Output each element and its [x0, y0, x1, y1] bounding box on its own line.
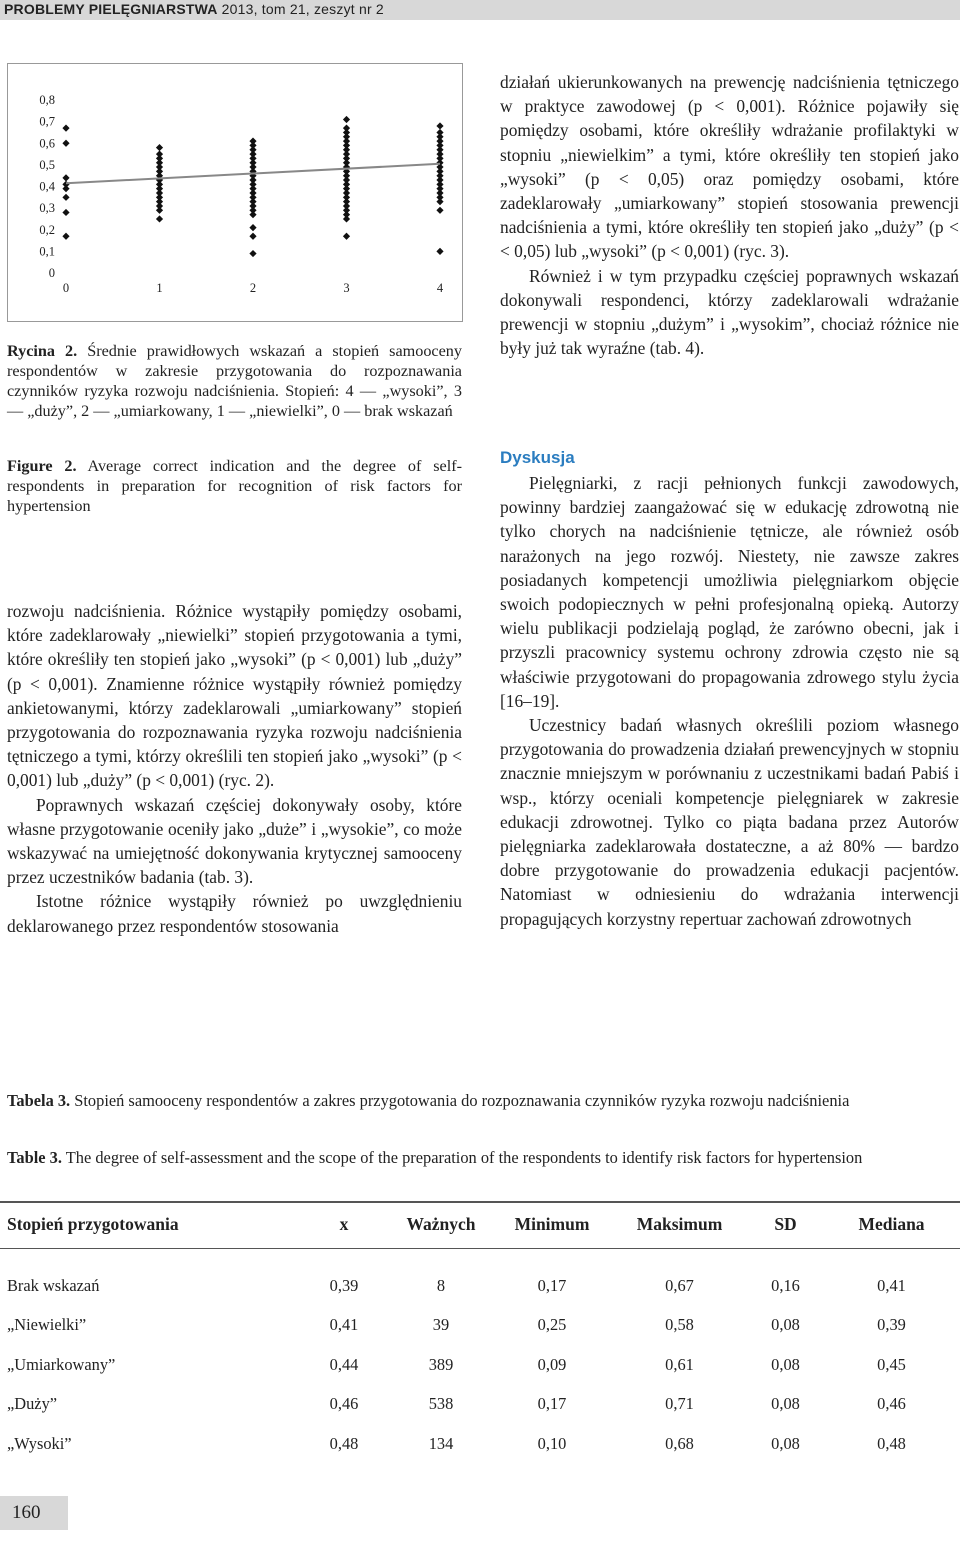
- data-point: [156, 215, 163, 222]
- table-cell: „Wysoki”: [7, 1433, 72, 1453]
- table-cell: 0,25: [537, 1315, 567, 1335]
- table-row: [0, 1306, 960, 1346]
- data-point: [249, 137, 256, 144]
- table-cell: „Niewielki”: [7, 1315, 87, 1335]
- column-header: Ważnych: [389, 1200, 493, 1249]
- table-cell: 0,16: [771, 1275, 800, 1295]
- data-point: [62, 209, 69, 216]
- y-tick-label: 0,2: [39, 222, 55, 237]
- table-cell: „Duży”: [7, 1394, 58, 1414]
- page-number: 160: [12, 1502, 41, 1523]
- data-point: [343, 116, 350, 123]
- data-point: [249, 233, 256, 240]
- table-header-row: [0, 1200, 960, 1249]
- table-cell: 0,44: [329, 1354, 359, 1374]
- table-cell: 39: [432, 1315, 450, 1335]
- paragraph: Pielęgniarki, z racji pełnionych funkcji zawodowych, powinny bardziej zaangażować się w edukację zdrowotną nie tylko chorych na nadciśnienie tętnicze, ale również osób narażonych na jego rozwój. Niestety, nie zawsze zakres posiadanych kompetencji umożliwia pielęgniarkom objęcie swoich podopiecznych w pełni profesjonalną opieką. Autorzy wielu publikacji podzielają pogląd, że zarówno obecni, jak i przyszli pracownicy systemu ochrony zdrowia często nie są właściwie przygotowani do propagowania zdrowego stylu życia [16–19].: [500, 473, 959, 711]
- table-cell: Brak wskazań: [7, 1275, 100, 1295]
- journal-header: PROBLEMY PIELĘGNIARSTWA 2013, tom 21, zeszyt nr 2: [4, 1, 384, 17]
- x-tick-label: 3: [343, 281, 350, 295]
- figure-2-chart: [7, 63, 463, 322]
- table-cell: 0,39: [329, 1275, 359, 1295]
- x-tick-label: 1: [156, 281, 163, 295]
- column-header: x: [299, 1200, 389, 1249]
- y-tick-label: 0,1: [39, 244, 55, 259]
- data-point: [343, 125, 350, 132]
- table-cell: 0,68: [665, 1433, 694, 1453]
- y-tick-label: 0,3: [39, 201, 55, 216]
- table-caption-pl: Tabela 3. Stopień samooceny respondentów a zakres przygotowania do rozpoznawania czynników ryzyka rozwoju nadciśnienia: [7, 1091, 850, 1110]
- table-cell: 0,08: [771, 1433, 800, 1453]
- table-cell: 0,48: [877, 1433, 906, 1453]
- data-point: [436, 122, 443, 129]
- table-cell: 0,41: [329, 1315, 359, 1335]
- data-point: [249, 250, 256, 257]
- table-row: [0, 1385, 960, 1425]
- table-cell: 0,39: [877, 1315, 906, 1335]
- paragraph: rozwoju nadciśnienia. Różnice wystąpiły pomiędzy osobami, które zadeklarowały „niewielki” stopień przygotowania a tymi, które określiły ten stopień jako „wysoki” (p < 0,001) lub „duży” (p < 0,001). Znamienne różnice wystąpiły również pomiędzy ankietowanymi, którzy zadeklarowali „umiarkowany” stopień przygotowania do rozpoznawania ryzyka rozwoju nadciśnienia tętniczego a tymi, którzy określili ten stopień jako „wysoki” (p < 0,001) lub „duży” (p < 0,001) (ryc. 2).: [7, 601, 462, 791]
- table-cell: 0,71: [665, 1394, 694, 1414]
- table-cell: 0,08: [771, 1315, 800, 1335]
- table-cell: 0,58: [665, 1315, 694, 1335]
- right-column-text-bottom: [500, 471, 959, 931]
- data-point: [156, 144, 163, 151]
- x-tick-label: 2: [249, 281, 257, 295]
- table-cell: 0,17: [537, 1275, 567, 1295]
- y-tick-label: 0,5: [39, 157, 55, 172]
- table-cell: „Umiarkowany”: [7, 1354, 116, 1374]
- table-cell: 389: [428, 1354, 454, 1374]
- table-cell: 0,67: [665, 1275, 694, 1295]
- column-header: Minimum: [493, 1200, 611, 1249]
- column-header: Stopień przygotowania: [0, 1200, 299, 1249]
- scatter-plot: [8, 64, 462, 321]
- table-cell: 0,41: [877, 1275, 906, 1295]
- y-tick-label: 0,4: [39, 179, 55, 194]
- y-tick-label: 0,6: [39, 136, 55, 151]
- table-cell: 8: [436, 1275, 446, 1295]
- column-header: Maksimum: [611, 1200, 748, 1249]
- table-cell: 0,08: [771, 1394, 800, 1414]
- paragraph: Istotne różnice wystąpiły również po uwzględnieniu deklarowanego przez respondentów stosowania: [7, 891, 462, 936]
- table-row: [0, 1345, 960, 1385]
- data-point: [436, 129, 443, 136]
- section-title-dyskusja: Dyskusja: [500, 448, 575, 467]
- table-cell: 538: [428, 1394, 454, 1414]
- data-point: [62, 233, 69, 240]
- table-cell: 0,08: [771, 1354, 800, 1374]
- data-point: [156, 150, 163, 157]
- table-cell: 134: [428, 1433, 454, 1453]
- table-cell: 0,46: [329, 1394, 359, 1414]
- data-point: [436, 207, 443, 214]
- data-point: [62, 174, 69, 181]
- figure-caption-pl: Rycina 2. Średnie prawidłowych wskazań a stopień samooceny respondentów w zakresie przygotowania do rozpoznawania czynników ryzyka rozwoju nadciśnienia. Stopień: 4 — „wysoki”, 3 — „duży”, 2 — „umiarkowany, 1 — „niewielki”, 0 — brak wskazań: [7, 342, 462, 420]
- table-cell: 0,48: [329, 1433, 359, 1453]
- table-caption-en: Table 3. The degree of self-assessment and the scope of the preparation of the respondents to identify risk factors for hypertension: [7, 1148, 863, 1167]
- x-tick-label: 0: [62, 281, 70, 295]
- table-cell: 0,46: [877, 1394, 906, 1414]
- data-point: [62, 125, 69, 132]
- data-point: [249, 224, 256, 231]
- left-column-text: [7, 599, 462, 938]
- table-cell: 0,45: [877, 1354, 906, 1374]
- running-header: [0, 0, 960, 22]
- data-point: [62, 140, 69, 147]
- column-header: Mediana: [823, 1200, 960, 1249]
- table-3: [0, 1200, 960, 1464]
- y-tick-label: 0,7: [39, 114, 55, 129]
- figure-caption-en: Figure 2. Average correct indication and the degree of self-respondents in preparation for recognition of risk factors for hypertension: [7, 457, 463, 515]
- data-point: [62, 194, 69, 201]
- y-tick-label: 0: [48, 266, 55, 280]
- data-point: [343, 233, 350, 240]
- table-cell: 0,10: [537, 1433, 567, 1453]
- column-header: SD: [748, 1200, 823, 1249]
- x-tick-label: 4: [436, 281, 444, 295]
- paragraph: Poprawnych wskazań częściej dokonywały osoby, które własne przygotowanie oceniły jako „duże” i „wysokie”, co może wskazywać na umiejętność dokonywania krytycznej samooceny przez uczestników badania (tab. 3).: [7, 794, 462, 888]
- y-tick-label: 0,8: [39, 93, 55, 107]
- table-cell: 0,09: [537, 1354, 567, 1374]
- data-point: [62, 181, 69, 188]
- paragraph: Uczestnicy badań własnych określili poziom własnego przygotowania do prowadzenia działań prewencyjnych w stopniu znacznie mniejszym w porównaniu z uczestnikami badań Pabiś i wsp., którzy oceniali kompetencje pielęgniarek w zakresie edukacji zdrowotnej. Tylko co piąta badana przez Autorów pielęgniarka zadeklarowała dostateczne, a aż 80% — bardzo dobre przygotowanie do prowadzenia edukacji pacjentów. Natomiast w odniesieniu do wdrażania interwencji propagujących korzystny repertuar zachowań zdrowotnych: [500, 715, 959, 929]
- table-row: [0, 1266, 960, 1306]
- paragraph: Również i w tym przypadku częściej poprawnych wskazań dokonywali respondenci, którzy zadeklarowali wdrażanie prewencji w stopniu „dużym” i „wysokim”, chociaż różnice nie były już tak wyraźne (tab. 4).: [500, 265, 959, 359]
- paragraph: działań ukierunkowanych na prewencję nadciśnienia tętniczego w praktyce zawodowej (p < 0,001). Różnice pojawiły się pomiędzy osobami, które określiły wdrażanie profilaktyki w stopniu „niewielkim” a tymi, które określiły ten stopień jako „wysoki” (p < 0,05) oraz pomiędzy osobami, które zadeklarowały „umiarkowany” stopień stosowania prewencji nadciśnienia a tymi, które określiły ten stopień jako „duży” (p < < 0,05) lub „wysoki” (p < 0,001) (ryc. 3).: [500, 72, 959, 262]
- right-column-text-top: [500, 70, 959, 360]
- table-row: [0, 1424, 960, 1464]
- data-point: [436, 248, 443, 255]
- table-cell: 0,17: [537, 1394, 567, 1414]
- table-cell: 0,61: [665, 1354, 694, 1374]
